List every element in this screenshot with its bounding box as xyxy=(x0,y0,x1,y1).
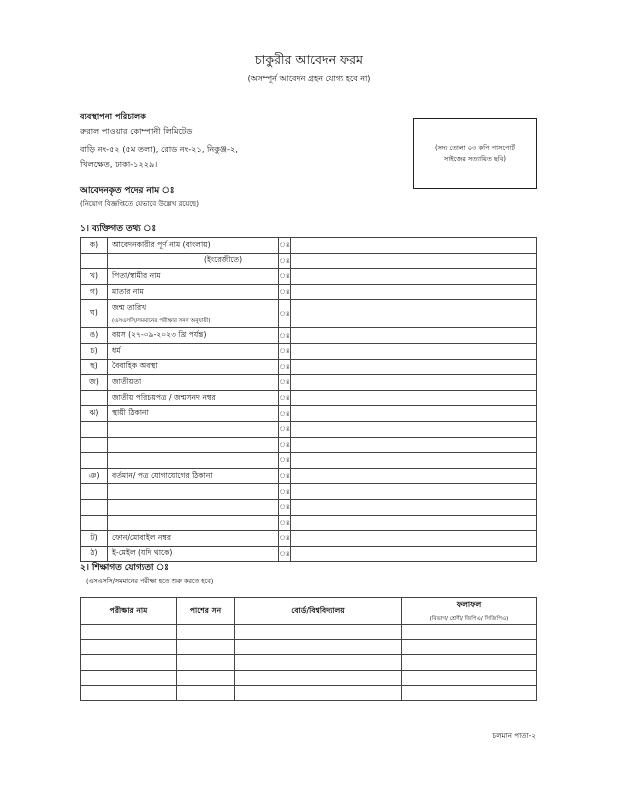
colon-separator: ঃ xyxy=(279,390,291,406)
field-label-text: জন্ম তারিখ xyxy=(112,302,147,312)
answer-field[interactable] xyxy=(291,238,537,254)
applied-post-note: (নিয়োগ বিজ্ঞপ্তিতে যেভাবে উল্লেখ রয়েছে) xyxy=(80,200,200,208)
field-label xyxy=(108,284,279,300)
answer-field[interactable] xyxy=(291,484,537,500)
field-label xyxy=(108,453,279,469)
table-row xyxy=(81,625,537,640)
answer-field[interactable] xyxy=(291,499,537,515)
row-number xyxy=(81,253,108,269)
header-board: বোর্ড/বিশ্ববিদ্যালয় xyxy=(235,598,402,625)
personal-info-table xyxy=(80,237,537,562)
table-row xyxy=(81,468,537,484)
exam-cell[interactable] xyxy=(81,670,177,685)
result-cell[interactable] xyxy=(402,655,537,670)
form-subtitle: (অসম্পূর্ন আবেদন গ্রহন যোগ্য হবে না) xyxy=(247,74,371,83)
field-label xyxy=(108,468,279,484)
field-label xyxy=(108,484,279,500)
table-row xyxy=(81,253,537,269)
table-row xyxy=(81,284,537,300)
table-row xyxy=(81,453,537,469)
exam-cell[interactable] xyxy=(81,625,177,640)
board-cell[interactable] xyxy=(235,670,402,685)
table-row xyxy=(81,328,537,344)
table-row xyxy=(81,515,537,531)
answer-field[interactable] xyxy=(291,375,537,391)
row-number: জ) xyxy=(81,375,108,391)
colon-separator: ঃ xyxy=(279,421,291,437)
result-cell[interactable] xyxy=(402,625,537,640)
field-label xyxy=(108,515,279,531)
field-label xyxy=(108,499,279,515)
colon-separator: ঃ xyxy=(279,328,291,344)
continued-page-note: চলমান পাতা-২ xyxy=(492,731,536,740)
education-heading: ২। শিক্ষাগত যোগ্যতা ঃ xyxy=(80,563,169,573)
field-label xyxy=(108,253,279,269)
row-number: গ) xyxy=(81,284,108,300)
education-table xyxy=(80,597,537,701)
field-label-text: বৈবাহিক অবস্থা xyxy=(112,361,158,371)
field-label-text: মাতার নাম xyxy=(112,286,144,296)
row-number: ঠ) xyxy=(81,546,108,562)
year-cell[interactable] xyxy=(177,670,235,685)
field-label-text: পিতা/স্বামীর নাম xyxy=(112,270,161,280)
row-number xyxy=(81,421,108,437)
table-row xyxy=(81,238,537,254)
address-city: খিলক্ষেত, ঢাকা-১২২৯। xyxy=(80,159,158,169)
field-label-text: বর্তমান/ পত্র যোগাযোগের ঠিকানা xyxy=(112,470,213,480)
field-label xyxy=(108,531,279,547)
table-row xyxy=(81,670,537,685)
table-row xyxy=(81,655,537,670)
exam-cell[interactable] xyxy=(81,655,177,670)
table-row xyxy=(81,359,537,375)
board-cell[interactable] xyxy=(235,685,402,700)
field-label xyxy=(108,421,279,437)
field-label xyxy=(108,375,279,391)
header-pass-year: পাশের সন xyxy=(177,598,235,625)
field-label xyxy=(108,238,279,254)
field-label-text: বয়স (২৭-০৯-২০২৩ খ্রি পর্যন্ত) xyxy=(112,330,207,340)
address-street: বাড়ি নং-৫২ (৫ম তলা), রোড নং-২১, নিকুঞ্জ-২, xyxy=(80,144,238,154)
table-row xyxy=(81,375,537,391)
field-label-text: জাতীয়তা xyxy=(112,376,142,386)
answer-field[interactable] xyxy=(291,284,537,300)
field-label-text: (ইংরেজীতে) xyxy=(204,255,243,265)
answer-field[interactable] xyxy=(291,343,537,359)
colon-separator: ঃ xyxy=(279,484,291,500)
row-number: ঝ) xyxy=(81,406,108,422)
table-row xyxy=(81,421,537,437)
table-row xyxy=(81,300,537,328)
colon-separator: ঃ xyxy=(279,284,291,300)
table-row xyxy=(81,484,537,500)
answer-field[interactable] xyxy=(291,253,537,269)
field-label xyxy=(108,328,279,344)
form-title: চাকুরীর আবেদন ফরম xyxy=(255,52,363,67)
field-label xyxy=(108,269,279,285)
result-label: ফলাফল xyxy=(456,599,482,609)
applied-post-label: আবেদনকৃত পদের নাম ঃ xyxy=(80,186,175,196)
table-row xyxy=(81,269,537,285)
table-row xyxy=(81,437,537,453)
row-number: ঘ) xyxy=(81,300,108,328)
row-number: ঞ) xyxy=(81,468,108,484)
answer-field[interactable] xyxy=(291,300,537,328)
year-cell[interactable] xyxy=(177,685,235,700)
field-label-text: ধর্ম xyxy=(112,345,121,355)
board-cell[interactable] xyxy=(235,640,402,655)
colon-separator: ঃ xyxy=(279,546,291,562)
company-name: রুরাল পাওয়ার কোম্পানী লিমিটেড xyxy=(80,126,193,136)
year-cell[interactable] xyxy=(177,640,235,655)
field-label-text: স্থায়ী ঠিকানা xyxy=(112,408,149,418)
colon-separator: ঃ xyxy=(279,499,291,515)
field-label-text: ফোন/মোবাইল নম্বর xyxy=(112,532,172,542)
table-row xyxy=(81,406,537,422)
exam-cell[interactable] xyxy=(81,640,177,655)
row-number xyxy=(81,484,108,500)
board-cell[interactable] xyxy=(235,655,402,670)
personal-info-heading: ১। ব্যক্তিগত তথ্য ঃ xyxy=(80,224,157,234)
answer-field[interactable] xyxy=(291,515,537,531)
row-number: ছ) xyxy=(81,359,108,375)
answer-field[interactable] xyxy=(291,390,537,406)
row-number xyxy=(81,499,108,515)
field-label xyxy=(108,390,279,406)
answer-field[interactable] xyxy=(291,468,537,484)
answer-field[interactable] xyxy=(291,453,537,469)
result-cell[interactable] xyxy=(402,670,537,685)
result-cell[interactable] xyxy=(402,640,537,655)
colon-separator: ঃ xyxy=(279,238,291,254)
table-row xyxy=(81,531,537,547)
field-label-text: ই-মেইল (যদি থাকে) xyxy=(112,548,173,558)
colon-separator: ঃ xyxy=(279,253,291,269)
colon-separator: ঃ xyxy=(279,531,291,547)
answer-field[interactable] xyxy=(291,406,537,422)
row-number: ঙ) xyxy=(81,328,108,344)
board-cell[interactable] xyxy=(235,625,402,640)
field-label xyxy=(108,359,279,375)
answer-field[interactable] xyxy=(291,531,537,547)
colon-separator: ঃ xyxy=(279,300,291,328)
colon-separator: ঃ xyxy=(279,406,291,422)
table-row xyxy=(81,499,537,515)
header-result xyxy=(402,598,537,625)
colon-separator: ঃ xyxy=(279,468,291,484)
row-number: ট) xyxy=(81,531,108,547)
row-number: খ) xyxy=(81,269,108,285)
answer-field[interactable] xyxy=(291,546,537,562)
year-cell[interactable] xyxy=(177,625,235,640)
field-label xyxy=(108,437,279,453)
field-label-text: আবেদনকারীর পূর্ণ নাম (বাংলায়) xyxy=(112,239,211,249)
field-label xyxy=(108,343,279,359)
table-row xyxy=(81,343,537,359)
colon-separator: ঃ xyxy=(279,375,291,391)
answer-field[interactable] xyxy=(291,437,537,453)
answer-field[interactable] xyxy=(291,421,537,437)
answer-field[interactable] xyxy=(291,359,537,375)
header-exam-name: পরীক্ষার নাম xyxy=(81,598,177,625)
table-row xyxy=(81,640,537,655)
result-cell[interactable] xyxy=(402,685,537,700)
colon-separator: ঃ xyxy=(279,515,291,531)
result-note: (বিভাগ/ শ্রেণী/ জিপিএ/ সিজিপিএ) xyxy=(429,615,509,622)
field-sublabel: (এসএসসি/সমমানের পরীক্ষার সনদ অনুযায়ী) xyxy=(112,317,211,324)
colon-separator: ঃ xyxy=(279,269,291,285)
photo-box xyxy=(413,118,537,189)
answer-field[interactable] xyxy=(291,269,537,285)
row-number: চ) xyxy=(81,343,108,359)
field-label-text: জাতীয় পরিচয়পত্র / জন্মসনদ নম্বর xyxy=(112,392,216,402)
photo-box-text: (সদ্য তোলা ০৩ কপি পাসপোর্ট সাইজের সত্যায়িত ছবি) xyxy=(435,144,515,163)
table-row xyxy=(81,685,537,700)
colon-separator: ঃ xyxy=(279,343,291,359)
education-note: (এসএসসি/সমমানের পরীক্ষা হতে শুরু করতে হবে) xyxy=(86,577,214,585)
row-number xyxy=(81,515,108,531)
field-label xyxy=(108,300,279,328)
row-number xyxy=(81,437,108,453)
exam-cell[interactable] xyxy=(81,685,177,700)
year-cell[interactable] xyxy=(177,655,235,670)
answer-field[interactable] xyxy=(291,328,537,344)
row-number xyxy=(81,390,108,406)
table-row xyxy=(81,390,537,406)
row-number: ক) xyxy=(81,238,108,254)
colon-separator: ঃ xyxy=(279,437,291,453)
colon-separator: ঃ xyxy=(279,453,291,469)
field-label xyxy=(108,406,279,422)
row-number xyxy=(81,453,108,469)
colon-separator: ঃ xyxy=(279,359,291,375)
recipient-designation: ব্যবস্থাপনা পরিচালক xyxy=(80,111,146,121)
